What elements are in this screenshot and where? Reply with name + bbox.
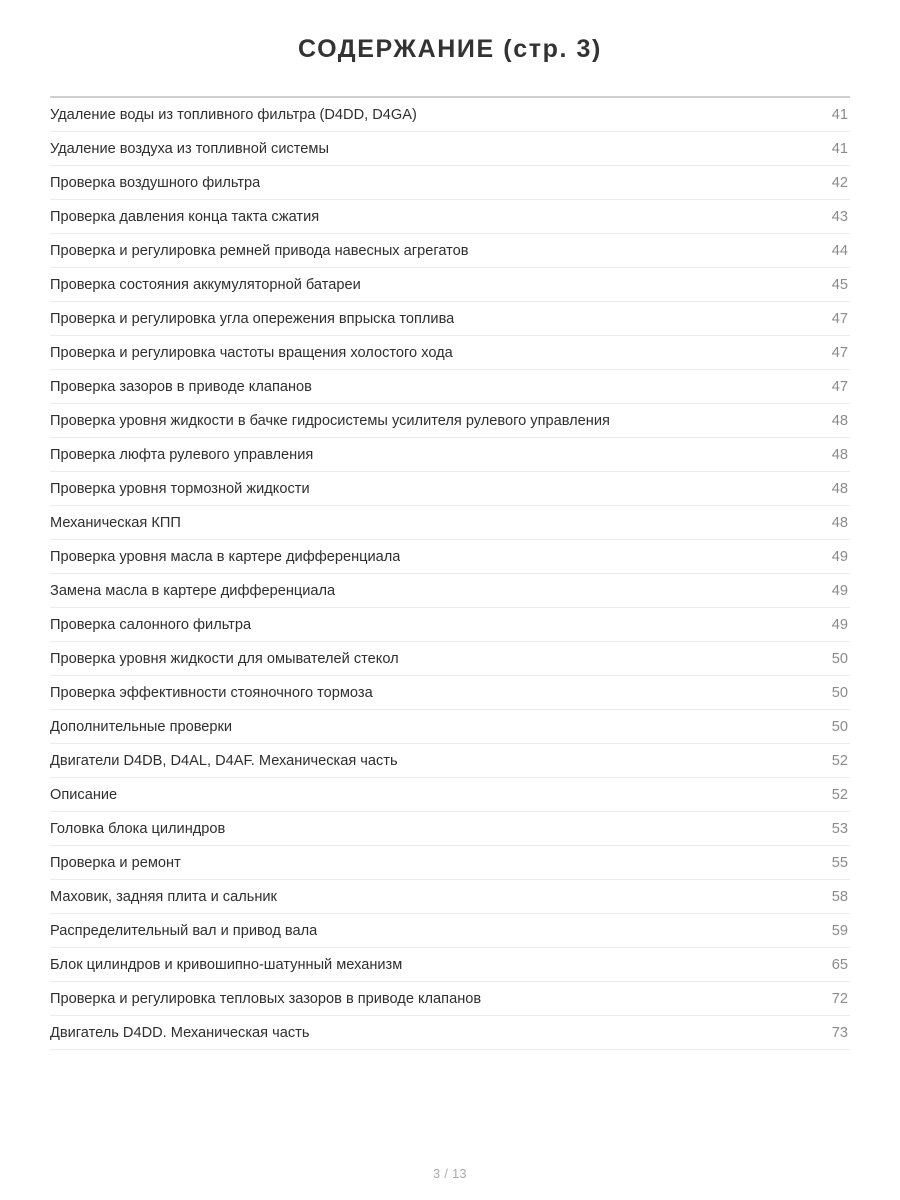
toc-entry-label: Проверка эффективности стояночного тормоза	[50, 685, 373, 701]
toc-entry-page-number: 47	[831, 379, 848, 395]
toc-entry-page-number: 44	[831, 243, 848, 259]
toc-entry-page-number: 48	[831, 481, 848, 497]
toc-entry[interactable]	[50, 166, 850, 200]
toc-entry-page-number: 47	[831, 311, 848, 327]
toc-entry-page-number: 41	[831, 141, 848, 157]
toc-entry-label: Проверка уровня масла в картере дифференциала	[50, 549, 401, 565]
toc-entry[interactable]	[50, 574, 850, 608]
toc-entry[interactable]	[50, 846, 850, 880]
toc-entry-page-number: 43	[831, 209, 848, 225]
toc-entry[interactable]	[50, 302, 850, 336]
toc-entry-page-number: 53	[831, 821, 848, 837]
toc-entry-label: Проверка и регулировка частоты вращения холостого хода	[50, 345, 453, 361]
toc-entry-label: Двигатель D4DD. Механическая часть	[50, 1025, 310, 1041]
page-title: СОДЕРЖАНИЕ (стр. 3)	[298, 35, 602, 63]
toc-entry[interactable]	[50, 812, 850, 846]
toc-entry-page-number: 48	[831, 515, 848, 531]
toc-entry-page-number: 42	[831, 175, 848, 191]
toc-entry-page-number: 50	[831, 685, 848, 701]
toc-entry[interactable]	[50, 268, 850, 302]
toc-entry-page-number: 55	[831, 855, 848, 871]
toc-entry-label: Головка блока цилиндров	[50, 821, 226, 837]
toc-entry-label: Распределительный вал и привод вала	[50, 923, 318, 939]
toc-entry[interactable]	[50, 778, 850, 812]
toc-entry-page-number: 48	[831, 413, 848, 429]
toc-entry-label: Маховик, задняя плита и сальник	[50, 889, 277, 905]
toc-entry-page-number: 72	[831, 991, 848, 1007]
toc-entry-label: Проверка давления конца такта сжатия	[50, 209, 320, 225]
toc-entry-label: Проверка и регулировка тепловых зазоров в приводе клапанов	[50, 991, 482, 1007]
toc-entry-label: Описание	[50, 787, 118, 803]
toc-entry-label: Проверка уровня тормозной жидкости	[50, 481, 310, 497]
toc-entry[interactable]	[50, 472, 850, 506]
toc-entry[interactable]	[50, 404, 850, 438]
toc-entry-page-number: 50	[831, 719, 848, 735]
toc-entry-label: Проверка и регулировка угла опережения впрыска топлива	[50, 311, 455, 327]
toc-entry-page-number: 59	[831, 923, 848, 939]
toc-entry[interactable]	[50, 676, 850, 710]
toc-entry-page-number: 41	[831, 107, 848, 123]
toc-entry-label: Удаление воды из топливного фильтра (D4DD, D4GA)	[50, 107, 417, 123]
toc-entry[interactable]	[50, 608, 850, 642]
toc-entry[interactable]	[50, 948, 850, 982]
toc-entry-page-number: 49	[831, 583, 848, 599]
toc-entry-label: Проверка и ремонт	[50, 855, 181, 871]
toc-entry[interactable]	[50, 642, 850, 676]
toc-entry-page-number: 65	[831, 957, 848, 973]
toc-entry[interactable]	[50, 438, 850, 472]
toc-entry-label: Проверка воздушного фильтра	[50, 175, 261, 191]
toc-entry-page-number: 52	[831, 787, 848, 803]
toc-entry[interactable]	[50, 132, 850, 166]
page-indicator: 3 / 13	[433, 1167, 467, 1181]
toc-entry[interactable]	[50, 540, 850, 574]
toc-entry-page-number: 49	[831, 617, 848, 633]
toc-entry-label: Проверка зазоров в приводе клапанов	[50, 379, 312, 395]
toc-entry-page-number: 45	[831, 277, 848, 293]
toc-entry[interactable]	[50, 200, 850, 234]
toc-entry[interactable]	[50, 982, 850, 1016]
toc-entry-label: Проверка салонного фильтра	[50, 617, 252, 633]
toc-entry-label: Проверка люфта рулевого управления	[50, 447, 314, 463]
toc-entry-page-number: 52	[831, 753, 848, 769]
toc-entry-page-number: 58	[831, 889, 848, 905]
toc-entry[interactable]	[50, 370, 850, 404]
toc-entry-page-number: 73	[831, 1025, 848, 1041]
toc-entry[interactable]	[50, 1016, 850, 1050]
toc-entry[interactable]	[50, 710, 850, 744]
toc-entry-label: Проверка уровня жидкости для омывателей стекол	[50, 651, 399, 667]
toc-entry-label: Блок цилиндров и кривошипно-шатунный механизм	[50, 957, 403, 973]
toc-entry-label: Двигатели D4DB, D4AL, D4AF. Механическая часть	[50, 753, 398, 769]
table-of-contents-list	[50, 98, 850, 1050]
toc-entry[interactable]	[50, 506, 850, 540]
toc-entry-label: Механическая КПП	[50, 515, 181, 531]
toc-entry-page-number: 49	[831, 549, 848, 565]
toc-entry[interactable]	[50, 880, 850, 914]
toc-entry-label: Проверка состояния аккумуляторной батареи	[50, 277, 361, 293]
toc-entry-page-number: 47	[831, 345, 848, 361]
toc-entry-label: Проверка уровня жидкости в бачке гидросистемы усилителя рулевого управления	[50, 413, 610, 429]
toc-entry[interactable]	[50, 98, 850, 132]
toc-entry[interactable]	[50, 914, 850, 948]
toc-entry[interactable]	[50, 234, 850, 268]
toc-entry-label: Замена масла в картере дифференциала	[50, 583, 336, 599]
page-footer	[0, 1148, 900, 1200]
toc-entry-page-number: 50	[831, 651, 848, 667]
toc-entry-label: Дополнительные проверки	[50, 719, 233, 735]
toc-entry[interactable]	[50, 744, 850, 778]
toc-entry-label: Проверка и регулировка ремней привода навесных агрегатов	[50, 243, 469, 259]
toc-entry-label: Удаление воздуха из топливной системы	[50, 141, 329, 157]
toc-entry[interactable]	[50, 336, 850, 370]
toc-entry-page-number: 48	[831, 447, 848, 463]
